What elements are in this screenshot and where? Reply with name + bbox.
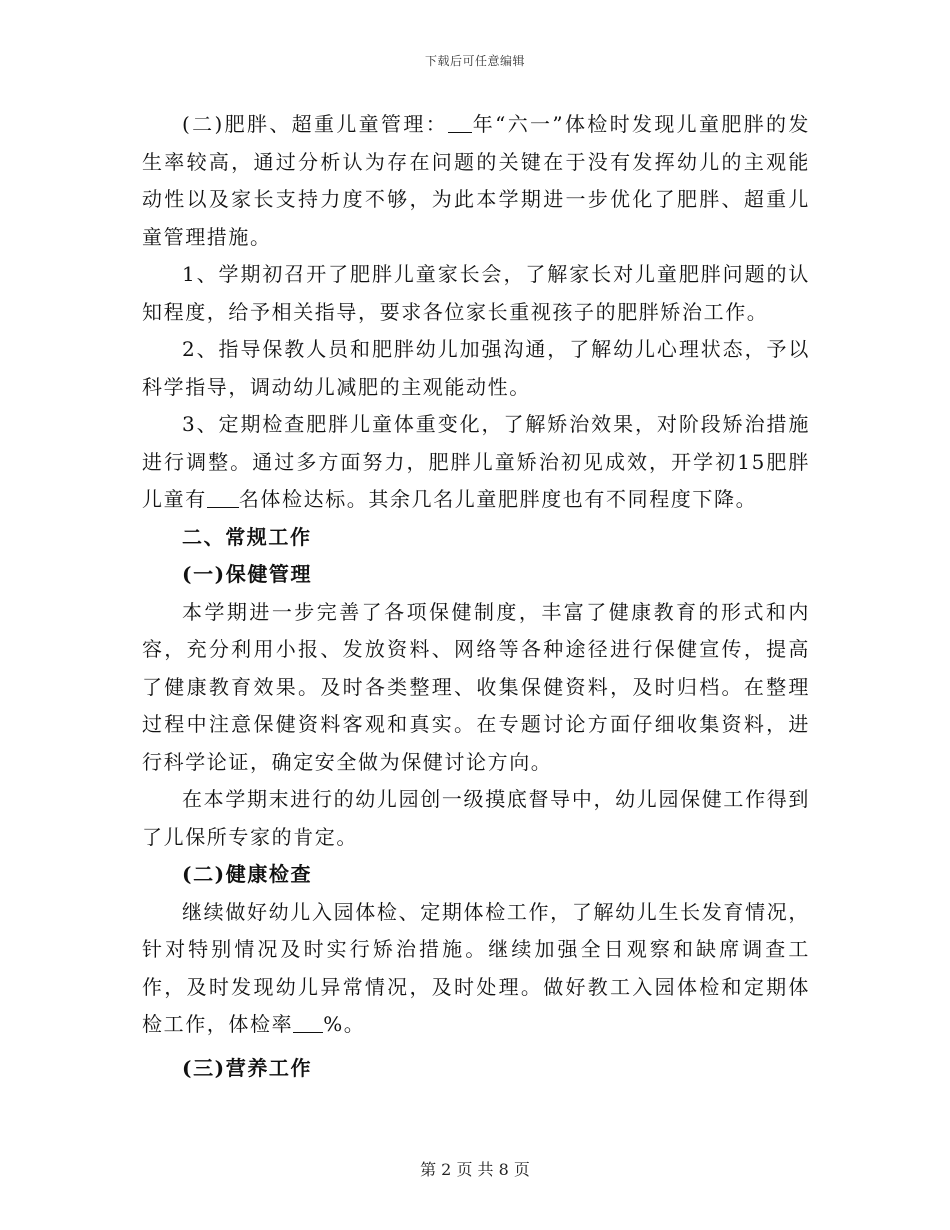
paragraph-text: (二)肥胖、超重儿童管理：	[182, 112, 449, 136]
paragraph-item-1: 1、学期初召开了肥胖儿童家长会，了解家长对儿童肥胖问题的认知程度，给予相关指导，要求各位家长重视孩子的肥胖矫治工作。	[142, 262, 810, 324]
subheading-health-management: (一)保健管理	[182, 562, 313, 586]
page-header: 下载后可任意编辑	[424, 54, 525, 68]
blank-count-field	[207, 487, 239, 508]
paragraph-health-check	[142, 894, 810, 1044]
paragraph-supervision: 在本学期末进行的幼儿园创一级摸底督导中，幼儿园保健工作得到了儿保所专家的肯定。	[142, 787, 810, 849]
paragraph-text: 继续做好幼儿入园体检、定期体检工作，了解幼儿生长发育情况，针对特别情况及时实行矫治措施。继续加强全日观察和缺席调查工作，及时发现幼儿异常情况，及时处理。做好教工入园体检和定期体检工作，体检率	[142, 899, 810, 1036]
blank-rate-field	[293, 1012, 323, 1033]
paragraph-health-management: 本学期进一步完善了各项保健制度，丰富了健康教育的形式和内容，充分利用小报、发放资料、网络等各种途径进行保健宣传，提高了健康教育效果。及时各类整理、收集保健资料，及时归档。在整理过程中注意保健资料客观和真实。在专题讨论方面仔细收集资料，进行科学论证，确定安全做为保健讨论方向。	[142, 599, 810, 774]
paragraph-text: 名体检达标。其余几名儿童肥胖度也有不同程度下降。	[238, 487, 758, 511]
page-footer: 第 2 页 共 8 页	[420, 1160, 530, 1179]
paragraph-item-2: 2、指导保教人员和肥胖幼儿加强沟通，了解幼儿心理状态，予以科学指导，调动幼儿减肥的主观能动性。	[142, 337, 810, 399]
document-body	[142, 106, 810, 1087]
subheading-health-check: (二)健康检查	[182, 862, 313, 886]
blank-year-field	[448, 112, 472, 133]
paragraph-text: %。	[323, 1012, 366, 1036]
subheading-nutrition: (三)营养工作	[182, 1055, 313, 1080]
section-heading-routine-work: 二、常规工作	[182, 524, 312, 549]
paragraph-item-3	[142, 406, 810, 519]
paragraph-text: 3、定期检查肥胖儿童体重变化，了解矫治效果，对阶段矫治措施进行调整。通过多方面努力，肥胖儿童矫治初见成效，开学初15肥胖儿童有	[142, 412, 810, 511]
paragraph-text: 年“六一”体检时发现儿童肥胖的发生率较高，通过分析认为存在问题的关键在于没有发挥幼儿的主观能动性以及家长支持力度不够，为此本学期进一步优化了肥胖、超重儿童管理措施。	[142, 112, 810, 249]
paragraph-obesity-management	[142, 106, 810, 256]
